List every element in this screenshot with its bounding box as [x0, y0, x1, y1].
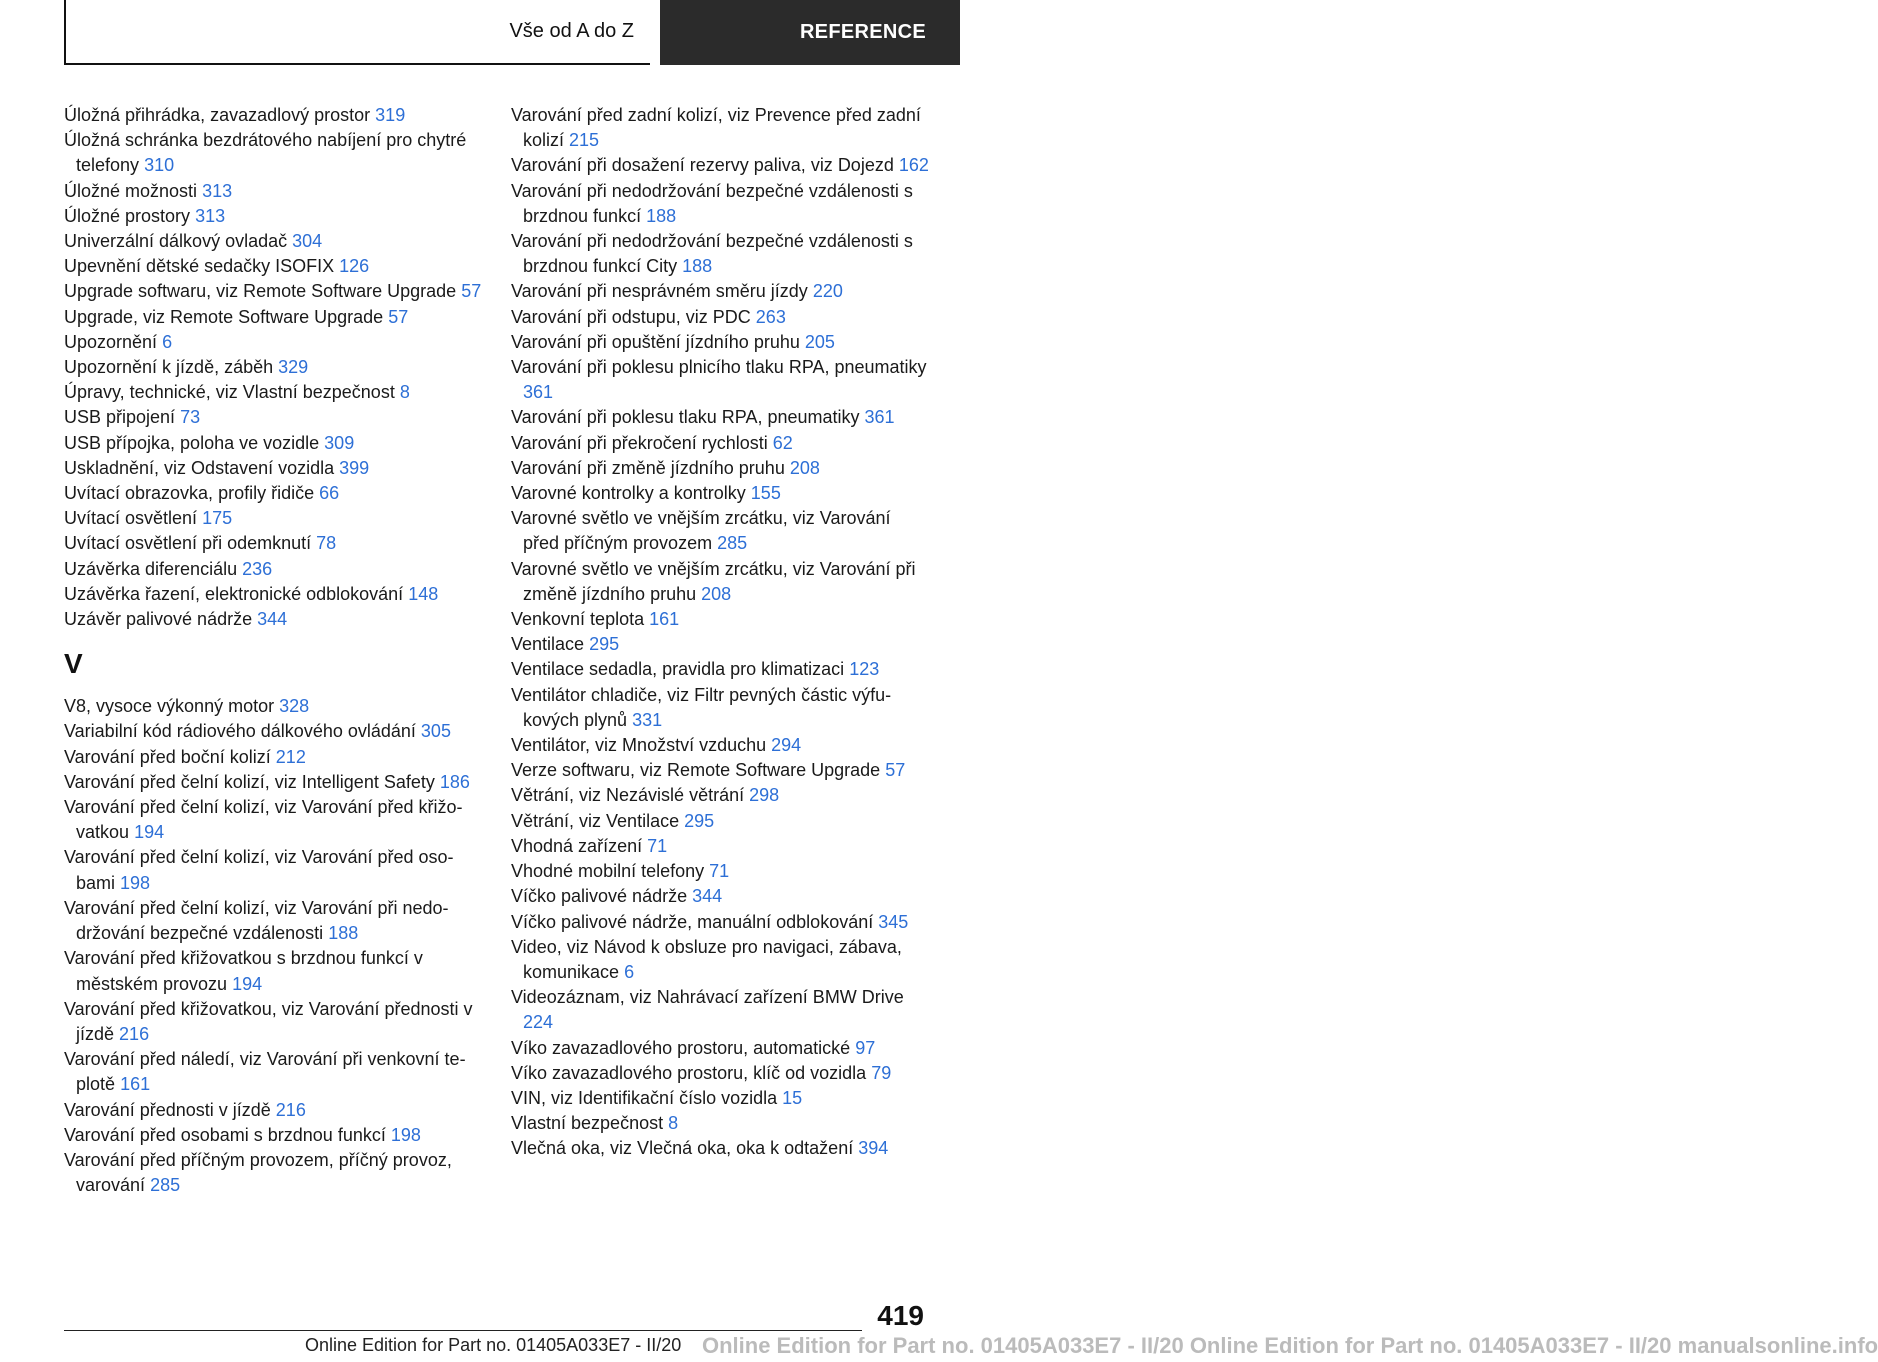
index-group-v-continued — [511, 103, 931, 1162]
index-entry-text: Vhodná zařízení — [511, 835, 643, 856]
index-page-link[interactable]: 310 — [144, 155, 175, 176]
index-page-link[interactable]: 208 — [789, 457, 820, 478]
index-page-link[interactable]: 285 — [150, 1175, 181, 1196]
index-page-link[interactable]: 205 — [804, 331, 835, 352]
index-entry — [511, 456, 931, 481]
index-group-v — [64, 694, 484, 1198]
index-entry — [64, 405, 484, 430]
index-entry-text: Ventilátor chladiče, viz Filtr pevných částic výfukových plynů — [511, 684, 892, 730]
index-entry-text: Upevnění dětské sedačky ISOFIX — [64, 256, 335, 277]
index-entry — [511, 557, 931, 607]
index-page-link[interactable]: 313 — [195, 205, 226, 226]
index-entry-text: Větrání, viz Nezávislé větrání — [511, 785, 745, 806]
index-entry-text: Uvítací osvětlení — [64, 508, 198, 529]
index-page-link[interactable]: 66 — [319, 483, 340, 504]
index-entry — [511, 305, 931, 330]
index-page-link[interactable]: 188 — [328, 923, 359, 944]
index-entry-text: Varování před příčným provozem, příčný provoz, varování — [64, 1149, 452, 1196]
index-page-link[interactable]: 236 — [242, 558, 273, 579]
index-entry-text: Varování při dosažení rezervy paliva, viz Dojezd — [511, 155, 894, 176]
index-entry — [511, 733, 931, 758]
index-entry — [64, 745, 484, 770]
page-number: 419 — [877, 1300, 924, 1331]
index-entry-text: Varování při nesprávném směru jízdy — [511, 281, 808, 302]
index-entry-text: Víko zavazadlového prostoru, automatické — [511, 1037, 851, 1058]
index-left-column — [64, 103, 484, 1198]
index-page-link[interactable]: 345 — [878, 911, 909, 932]
index-entry — [511, 884, 931, 909]
index-entry-text: Uvítací osvětlení při odemknutí — [64, 533, 312, 554]
index-page-link[interactable]: 198 — [120, 872, 151, 893]
index-page-link[interactable]: 344 — [692, 886, 723, 907]
index-entry-text: Varování při nedodržování bezpečné vzdálenosti s brzdnou funkcí City — [511, 231, 913, 277]
index-entry-text: Varování před čelní kolizí, viz Varování před křižovatkou — [64, 797, 463, 843]
index-entry-text: Vhodné mobilní telefony — [511, 861, 705, 882]
index-page-link[interactable]: 399 — [339, 457, 370, 478]
index-entry — [511, 179, 931, 229]
index-entry-text: Vlastní bezpečnost — [511, 1113, 664, 1134]
index-entry — [64, 1123, 484, 1148]
index-page-link[interactable]: 175 — [202, 508, 233, 529]
index-entry-text: Varování před čelní kolizí, viz Varování při nedodržování bezpečné vzdálenosti — [64, 897, 449, 944]
index-entry — [511, 1136, 931, 1161]
index-entry — [64, 1148, 484, 1198]
index-page-link[interactable]: 361 — [523, 382, 554, 403]
edition-line: Online Edition for Part no. 01405A033E7 - II/20 — [305, 1335, 682, 1355]
index-page-link[interactable]: 186 — [439, 771, 470, 792]
index-page-link[interactable]: 309 — [324, 432, 355, 453]
index-entry-text: Ventilace sedadla, pravidla pro klimatizaci — [511, 659, 845, 680]
index-entry — [64, 254, 484, 279]
index-entry-text: USB připojení — [64, 407, 176, 428]
index-entry-text: VIN, viz Identifikační číslo vozidla — [511, 1087, 778, 1108]
index-page-link[interactable]: 294 — [771, 735, 802, 756]
index-entry — [511, 834, 931, 859]
index-entry — [511, 809, 931, 834]
index-entry-text: Univerzální dálkový ovladač — [64, 231, 288, 252]
index-entry-text: Úpravy, technické, viz Vlastní bezpečnost — [64, 382, 395, 403]
index-entry-text: Varování při nedodržování bezpečné vzdálenosti s brzdnou funkcí — [511, 180, 913, 226]
index-page-link[interactable]: 305 — [420, 721, 451, 742]
index-entry-text: Varovné světlo ve vnějším zrcátku, viz Varování před příčným provozem — [511, 508, 891, 554]
index-entry-text: Video, viz Návod k obsluze pro navigaci, zábava, komunikace — [511, 936, 902, 982]
index-entry — [511, 481, 931, 506]
header-section-title: Vše od A do Z — [509, 20, 634, 42]
index-page-link[interactable]: 188 — [682, 256, 713, 277]
index-entry-text: Úložná přihrádka, zavazadlový prostor — [64, 105, 371, 125]
index-entry-text: Venkovní teplota — [511, 609, 645, 630]
index-page-link[interactable]: 198 — [390, 1124, 421, 1145]
index-entry — [511, 985, 931, 1035]
index-group-u — [64, 103, 484, 632]
index-entry — [64, 179, 484, 204]
index-entry-text: Varování při poklesu plnicího tlaku RPA, pneumatiky — [511, 357, 927, 378]
index-entry — [511, 279, 931, 304]
index-page-link[interactable]: 298 — [749, 785, 780, 806]
index-entry — [64, 1098, 484, 1123]
index-entry-text: Úložné prostory — [64, 205, 191, 226]
index-entry-text: Varování při odstupu, viz PDC — [511, 306, 751, 327]
index-entry-text: Víčko palivové nádrže — [511, 886, 688, 907]
index-entry — [64, 795, 484, 845]
index-entry-text: Varování při překročení rychlosti — [511, 432, 768, 453]
index-entry — [64, 229, 484, 254]
index-page-link[interactable]: 216 — [119, 1023, 150, 1044]
index-entry — [64, 305, 484, 330]
index-entry — [64, 557, 484, 582]
index-entry — [64, 456, 484, 481]
index-page-link[interactable]: 79 — [871, 1062, 892, 1083]
index-entry-text: Variabilní kód rádiového dálkového ovládání — [64, 721, 416, 742]
index-page-link[interactable]: 295 — [684, 810, 715, 831]
index-entry-text: V8, vysoce výkonný motor — [64, 696, 275, 717]
index-right-column — [511, 103, 931, 1162]
index-entry — [64, 719, 484, 744]
index-entry-text: Verze softwaru, viz Remote Software Upgrade — [511, 760, 881, 781]
index-page-link[interactable]: 216 — [275, 1099, 306, 1120]
index-entry — [511, 683, 931, 733]
index-page-link[interactable]: 331 — [632, 709, 663, 730]
index-entry-text: Uskladnění, viz Odstavení vozidla — [64, 457, 335, 478]
index-page-link[interactable]: 57 — [885, 760, 906, 781]
index-entry-text: Varování před zadní kolizí, viz Prevence před zadní kolizí — [511, 105, 921, 151]
index-entry — [511, 405, 931, 430]
index-entry — [64, 431, 484, 456]
index-page-link[interactable]: 220 — [812, 281, 843, 302]
index-entry-text: Ventilátor, viz Množství vzduchu — [511, 735, 767, 756]
watermark — [702, 1333, 1878, 1359]
index-entry-text: Upgrade, viz Remote Software Upgrade — [64, 306, 384, 327]
index-page-link[interactable]: 155 — [750, 483, 781, 504]
index-page-link[interactable]: 97 — [855, 1037, 876, 1058]
index-entry — [64, 997, 484, 1047]
index-entry-text: Upozornění k jízdě, záběh — [64, 357, 274, 378]
index-page-link[interactable]: 212 — [275, 746, 306, 767]
index-entry — [64, 128, 484, 178]
index-entry — [64, 481, 484, 506]
index-page-link[interactable]: 71 — [709, 861, 730, 882]
index-page-link[interactable]: 6 — [624, 961, 635, 982]
index-page-link[interactable]: 328 — [279, 696, 310, 717]
index-entry — [64, 896, 484, 946]
index-entry — [511, 355, 931, 405]
index-page-link[interactable]: 285 — [717, 533, 748, 554]
index-page-link[interactable]: 148 — [408, 583, 439, 604]
index-entry-text: Varování před křižovatkou, viz Varování přednosti v jízdě — [64, 998, 473, 1044]
index-entry — [511, 506, 931, 556]
index-entry-text: Větrání, viz Ventilace — [511, 810, 680, 831]
index-page-link[interactable]: 394 — [858, 1138, 889, 1159]
index-entry — [511, 632, 931, 657]
index-entry-text: Úložná schránka bezdrátového nabíjení pro chytré telefony — [64, 130, 467, 176]
index-page-link[interactable]: 161 — [649, 609, 680, 630]
index-entry-text: Upozornění — [64, 331, 158, 352]
index-entry-text: Vlečná oka, viz Vlečná oka, oka k odtažení — [511, 1138, 854, 1159]
index-page-link[interactable]: 123 — [849, 659, 880, 680]
index-page-link[interactable]: 57 — [388, 306, 409, 327]
index-page-link[interactable]: 215 — [569, 130, 600, 151]
index-entry-text: Varování přednosti v jízdě — [64, 1099, 271, 1120]
index-page-link[interactable]: 161 — [120, 1074, 151, 1095]
index-entry — [511, 859, 931, 884]
index-entry — [64, 607, 484, 632]
index-page-link[interactable]: 8 — [399, 382, 410, 403]
index-page-link[interactable]: 57 — [461, 281, 482, 302]
index-entry — [511, 330, 931, 355]
index-page-link[interactable]: 224 — [523, 1012, 554, 1033]
index-page-link[interactable]: 263 — [755, 306, 786, 327]
index-entry — [511, 758, 931, 783]
index-entry — [511, 1111, 931, 1136]
index-page-link[interactable]: 295 — [589, 634, 620, 655]
index-entry-text: Varovné kontrolky a kontrolky — [511, 483, 746, 504]
index-entry-text: Uzávěrka diferenciálu — [64, 558, 238, 579]
index-entry-text: Varování při poklesu tlaku RPA, pneumatiky — [511, 407, 860, 428]
index-entry-text: Varování při změně jízdního pruhu — [511, 457, 785, 478]
index-entry — [64, 531, 484, 556]
index-page-link[interactable]: 194 — [232, 973, 263, 994]
index-entry — [511, 1086, 931, 1111]
index-entry — [64, 946, 484, 996]
index-entry-text: Víčko palivové nádrže, manuální odblokování — [511, 911, 874, 932]
index-entry — [511, 431, 931, 456]
index-entry — [64, 845, 484, 895]
index-entry — [511, 657, 931, 682]
index-page-link[interactable]: 313 — [202, 180, 233, 201]
index-page-link[interactable]: 329 — [278, 357, 309, 378]
index-entry-text: Varování před čelní kolizí, viz Intelligent Safety — [64, 771, 435, 792]
index-entry-text: Varovné světlo ve vnějším zrcátku, viz Varování při změně jízdního pruhu — [511, 558, 916, 604]
index-entry-text: Varování při opuštění jízdního pruhu — [511, 331, 800, 352]
index-entry-text: Úložné možnosti — [64, 180, 198, 201]
index-entry-text: USB přípojka, poloha ve vozidle — [64, 432, 320, 453]
index-page-link[interactable]: 319 — [375, 105, 406, 125]
index-page-link[interactable]: 78 — [316, 533, 337, 554]
index-entry — [64, 355, 484, 380]
index-entry-text: Varování před boční kolizí — [64, 746, 271, 767]
index-entry — [64, 1047, 484, 1097]
index-entry — [64, 506, 484, 531]
index-entry-text: Upgrade softwaru, viz Remote Software Upgrade — [64, 281, 457, 302]
index-page-link[interactable]: 208 — [701, 583, 732, 604]
index-entry — [64, 380, 484, 405]
index-page-link[interactable]: 8 — [668, 1113, 679, 1134]
index-entry-text: Uzávěrka řazení, elektronické odblokování — [64, 583, 404, 604]
index-entry — [64, 582, 484, 607]
footer-rule — [64, 1330, 862, 1331]
header-bottom-rule — [64, 63, 650, 65]
index-page-link[interactable]: 126 — [339, 256, 370, 277]
index-entry — [64, 204, 484, 229]
index-entry-text: Varování před křižovatkou s brzdnou funkcí v městském provozu — [64, 948, 423, 994]
index-page-link[interactable]: 73 — [180, 407, 201, 428]
index-entry — [511, 607, 931, 632]
index-entry — [511, 935, 931, 985]
index-entry-text: Varování před čelní kolizí, viz Varování před osobami — [64, 847, 454, 893]
index-letter-heading: V — [64, 648, 83, 680]
index-entry-text: Uzávěr palivové nádrže — [64, 609, 253, 630]
index-page-link[interactable]: 194 — [134, 822, 165, 843]
index-entry — [64, 330, 484, 355]
index-entry — [64, 103, 484, 128]
index-entry-text: Uvítací obrazovka, profily řidiče — [64, 483, 315, 504]
index-entry-text: Víko zavazadlového prostoru, klíč od vozidla — [511, 1062, 867, 1083]
index-entry — [64, 694, 484, 719]
index-page-link[interactable]: 304 — [292, 231, 323, 252]
index-entry — [511, 1036, 931, 1061]
index-entry — [511, 153, 931, 178]
index-entry-text: Varování před náledí, viz Varování při venkovní teplotě — [64, 1049, 466, 1095]
index-entry — [511, 910, 931, 935]
index-page-link[interactable]: 15 — [782, 1087, 803, 1108]
index-entry — [511, 1061, 931, 1086]
index-entry — [64, 279, 484, 304]
index-entry — [511, 783, 931, 808]
index-entry — [511, 103, 931, 153]
index-page-link[interactable]: 6 — [162, 331, 173, 352]
watermark-text: Online Edition for Part no. 01405A033E7 - II/20 Online Edition for Part no. 01405A033E7 - II/20 manualsonline.info — [702, 1333, 1878, 1358]
index-entry-text: Varování před osobami s brzdnou funkcí — [64, 1124, 386, 1145]
index-entry — [64, 770, 484, 795]
header-chapter-tab: REFERENCE — [660, 0, 960, 65]
index-page-link[interactable]: 62 — [772, 432, 793, 453]
index-entry-text: Videozáznam, viz Nahrávací zařízení BMW Drive — [511, 987, 904, 1008]
index-entry-text: Ventilace — [511, 634, 585, 655]
index-page-link[interactable]: 71 — [647, 835, 668, 856]
index-page-link[interactable]: 361 — [864, 407, 895, 428]
index-page-link[interactable]: 188 — [646, 205, 677, 226]
index-entry — [511, 229, 931, 279]
index-page-link[interactable]: 344 — [257, 609, 288, 630]
index-page-link[interactable]: 162 — [898, 155, 929, 176]
